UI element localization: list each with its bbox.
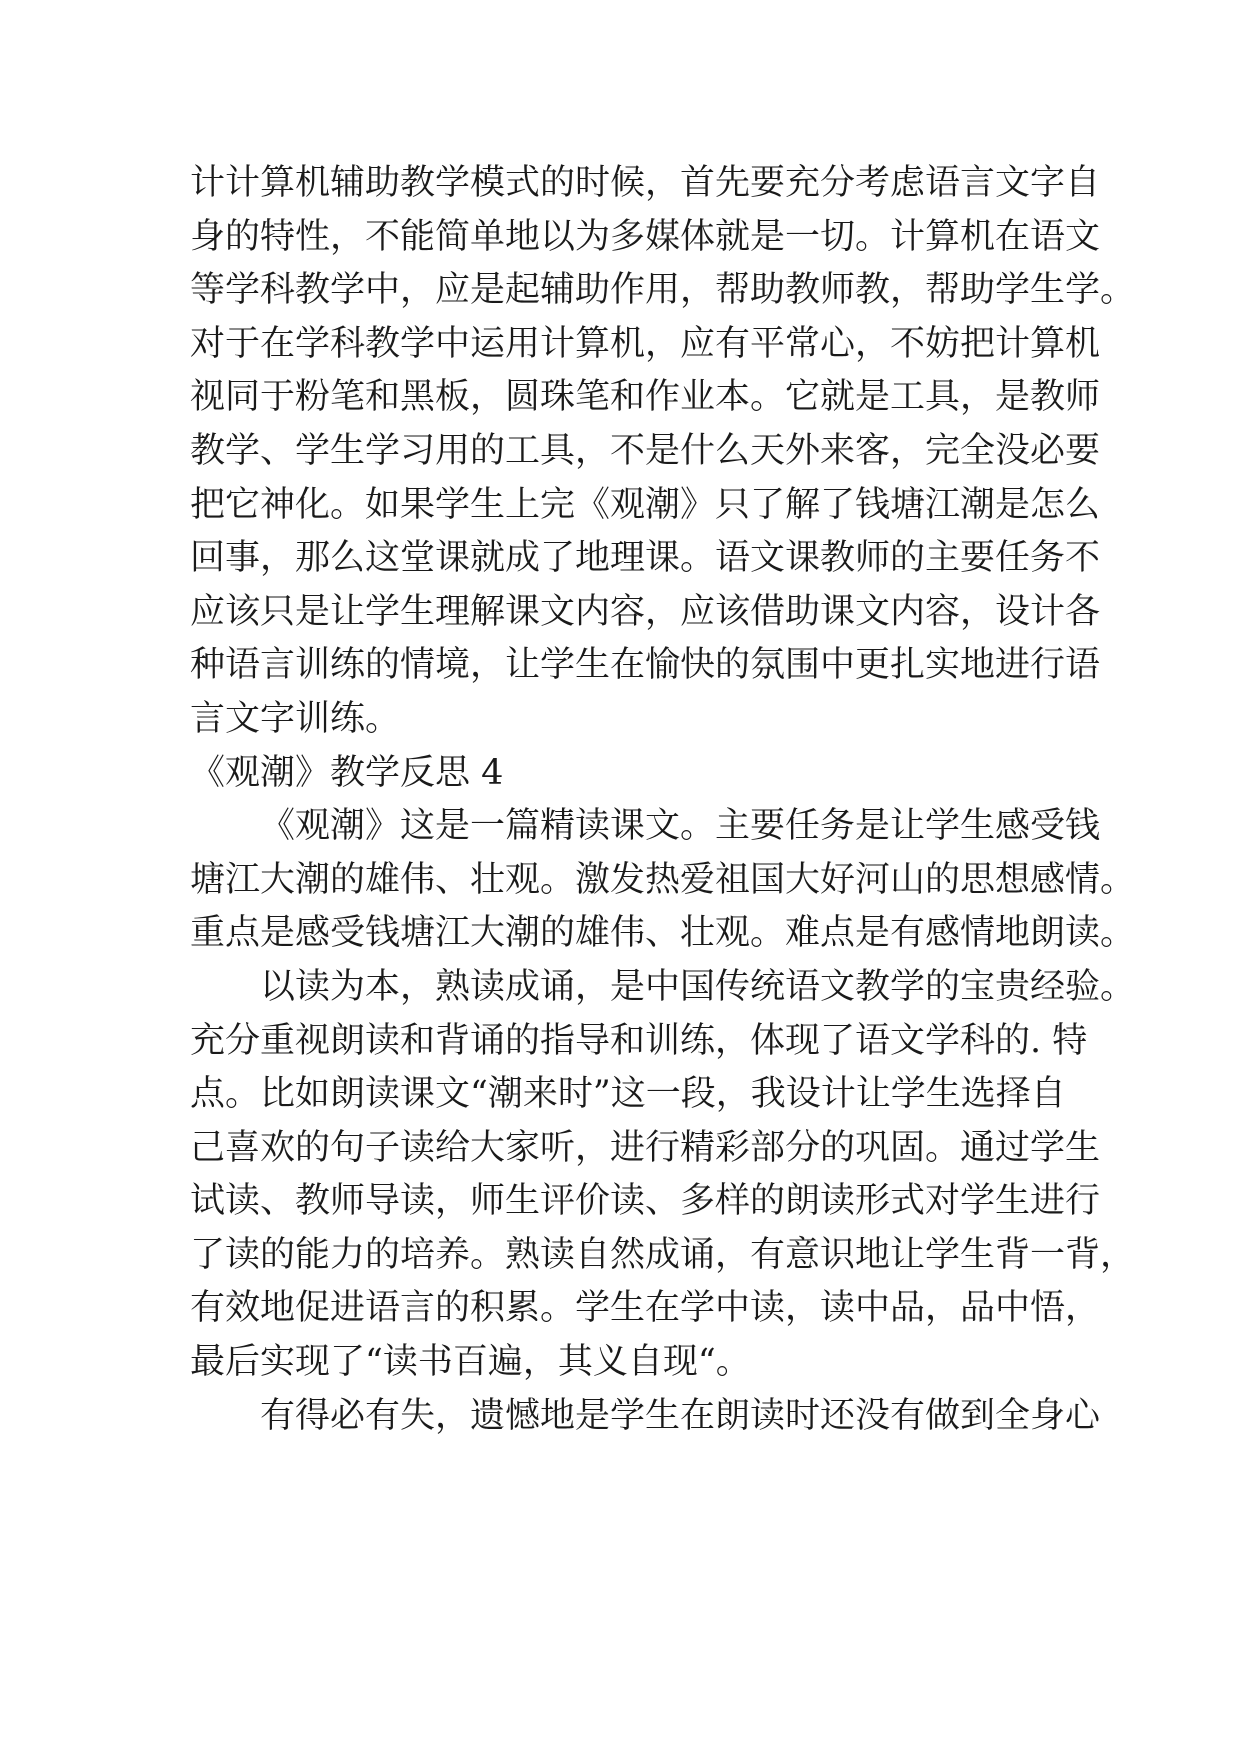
text-line: 言文字训练。 [190,698,401,739]
text-line: 有效地促进语言的积累。学生在学中读，读中品，品中悟， [190,1288,1101,1329]
section-heading: 《观潮》教学反思 4 [190,752,504,793]
text-line: 充分重视朗读和背诵的指导和训练，体现了语文学科的. 特 [190,1020,1088,1061]
text-line: 对于在学科教学中运用计算机，应有平常心，不妨把计算机 [190,323,1101,364]
text-line: 等学科教学中，应是起辅助作用，帮助教师教，帮助学生学。 [190,270,1136,311]
text-line: 种语言训练的情境，让学生在愉快的氛围中更扎实地进行语 [190,645,1101,686]
text-line: 应该只是让学生理解课文内容，应该借助课文内容，设计各 [190,591,1101,632]
text-line: 了读的能力的培养。熟读自然成诵，有意识地让学生背一背， [190,1234,1136,1275]
text-line: 教学、学生学习用的工具，不是什么天外来客，完全没必要 [190,430,1101,471]
document-body [190,157,1136,1443]
text-line: 最后实现了“读书百遍，其义自现“。 [190,1342,751,1383]
text-line: 试读、教师导读，师生评价读、多样的朗读形式对学生进行 [190,1181,1101,1222]
text-line: 重点是感受钱塘江大潮的雄伟、壮观。难点是有感情地朗读。 [190,913,1136,954]
text-line: 计计算机辅助教学模式的时候，首先要充分考虑语言文字自 [190,163,1101,203]
text-line: 视同于粉笔和黑板，圆珠笔和作业本。它就是工具，是教师 [190,377,1101,418]
text-line: 回事，那么这堂课就成了地理课。语文课教师的主要任务不 [190,538,1101,579]
text-line: 《观潮》这是一篇精读课文。主要任务是让学生感受钱 [260,806,1101,847]
text-line: 把它神化。如果学生上完《观潮》只了解了钱塘江潮是怎么 [190,484,1101,525]
text-line: 有得必有失，遗憾地是学生在朗读时还没有做到全身心 [260,1395,1101,1436]
text-line: 以读为本，熟读成诵，是中国传统语文教学的宝贵经验。 [260,966,1136,1007]
text-line: 身的特性，不能简单地以为多媒体就是一切。计算机在语文 [190,216,1101,257]
text-line: 塘江大潮的雄伟、壮观。激发热爱祖国大好河山的思想感情。 [190,859,1136,900]
text-line: 点。比如朗读课文“潮来时”这一段，我设计让学生选择自 [190,1074,1066,1115]
text-line: 己喜欢的句子读给大家听，进行精彩部分的巩固。通过学生 [190,1127,1101,1168]
